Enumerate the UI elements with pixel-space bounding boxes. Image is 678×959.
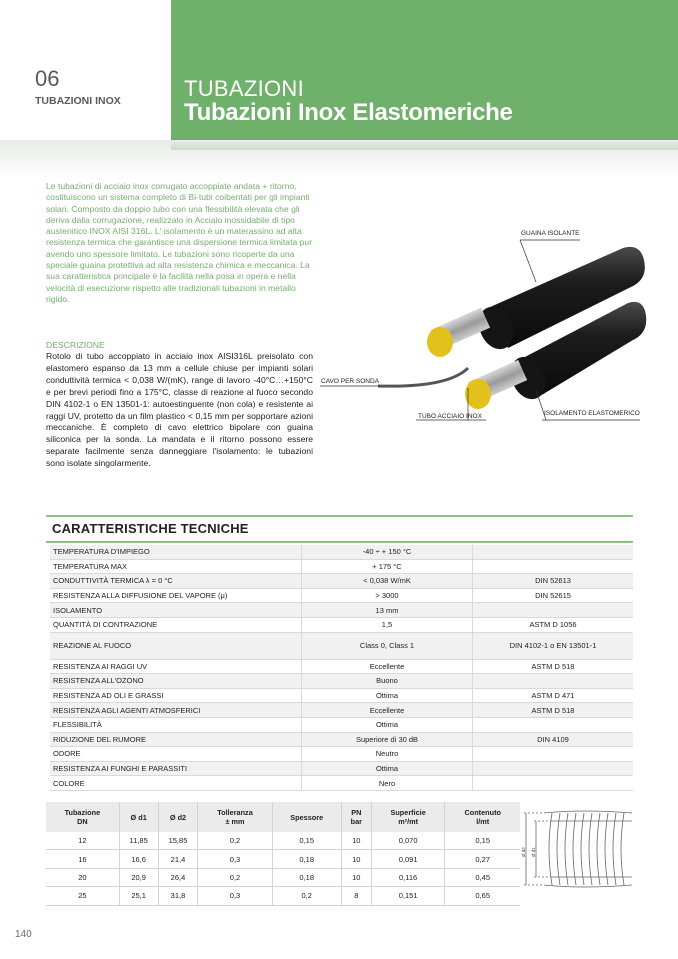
page-number: 140 bbox=[15, 929, 32, 940]
col-superficie: Superficie m²/mt bbox=[371, 802, 445, 832]
table-row: RESISTENZA ALLA DIFFUSIONE DEL VAPORE (μ) > 3000 DIN 52615 bbox=[50, 588, 633, 603]
table-row: 16 16,6 21,4 0,3 0,18 10 0,091 0,27 bbox=[46, 850, 520, 868]
description-paragraph: Rotolo di tubo accoppiato in acciaio inox AISI316L preisolato con elastomero espanso da 13 mm a cellule chiuse per impianti solari conduttività termica < 0,038 W/(mK), range di lavoro -40°C…+150°C e per brevi periodi fino a 175°C, classe di reazione al fuoco secondo DIN 4102-1 o EN 13501-1: autoestinguente (non cola) e resistente ai raggi UV, protetto da un film plastico < 0,15 mm per sopportare azioni meccaniche. È completo di cavo elettrico bipolare con guaina siliconica per la sonda. La mandata e il ritorno possono essere separate facilmente senza danneggiare l'isolamento: le tubazioni sono isolate singolarmente. bbox=[46, 351, 313, 469]
table-row: RIDUZIONE DEL RUMORE Superiore di 30 dB DIN 4109 bbox=[50, 732, 633, 747]
table-row: RESISTENZA AD OLI E GRASSI Ottima ASTM D 471 bbox=[50, 688, 633, 703]
table-row: TEMPERATURA D'IMPIEGO -40 ÷ + 150 °C bbox=[50, 545, 633, 559]
section-number: 06 bbox=[35, 66, 60, 91]
col-spessore: Spessore bbox=[272, 802, 341, 832]
col-d1: Ø d1 bbox=[119, 802, 158, 832]
upper-yellow-cap bbox=[427, 327, 453, 357]
table-row: CONDUTTIVITÀ TERMICA λ = 0 °C < 0,038 W/mK DIN 52613 bbox=[50, 574, 633, 589]
table-row: 25 25,1 31,8 0,3 0,2 8 0,151 0,65 bbox=[46, 887, 520, 905]
table-row: FLESSIBILITÀ Ottima bbox=[50, 717, 633, 732]
col-pn: PN bar bbox=[341, 802, 371, 832]
label-isolamento: ISOLAMENTO ELASTOMERICO bbox=[544, 410, 640, 417]
col-tolleranza: Tolleranza ± mm bbox=[198, 802, 272, 832]
corrugated-tube-drawing bbox=[522, 805, 634, 893]
table-row: RESISTENZA AI FUNGHI E PARASSITI Ottima bbox=[50, 761, 633, 776]
lower-yellow-cap bbox=[465, 379, 491, 409]
product-photo bbox=[318, 218, 648, 433]
table-row: QUANTITÀ DI CONTRAZIONE 1,5 ASTM D 1056 bbox=[50, 617, 633, 632]
label-d2: Ø d2 bbox=[521, 847, 526, 857]
table-row: ISOLAMENTO 13 mm bbox=[50, 603, 633, 618]
sensor-cable bbox=[378, 368, 468, 386]
header-shadow bbox=[0, 140, 678, 180]
label-tubo-acciaio: TUBO ACCIAIO INOX bbox=[418, 413, 482, 420]
description-heading: DESCRIZIONE bbox=[46, 340, 105, 350]
section-divider-bottom bbox=[46, 541, 633, 543]
table-row: REAZIONE AL FUOCO Class 0, Class 1 DIN 4102-1 o EN 13501-1 bbox=[50, 632, 633, 659]
table-row: 12 11,85 15,85 0,2 0,15 10 0,070 0,15 bbox=[46, 832, 520, 850]
tech-specs-title: CARATTERISTICHE TECNICHE bbox=[52, 521, 249, 536]
table-row: ODORE Neutro bbox=[50, 747, 633, 762]
page-category: TUBAZIONI bbox=[184, 76, 305, 101]
table-row: TEMPERATURA MAX + 175 °C bbox=[50, 559, 633, 574]
table-row: RESISTENZA AGLI AGENTI ATMOSFERICI Eccellente ASTM D 518 bbox=[50, 703, 633, 718]
intro-paragraph: Le tubazioni di acciaio inox corrugato accoppiate andata + ritorno, costituiscono un sistema completo di Bi-tubi coibentati per gli impianti solari. Composto da doppio tubo con una flessibilità elevata che gli deriva dalla corrugazione, realizzato in Acciaio inossidabile di tipo austenitico INOX AISI 316L. L' isolamento è un materassino ad alta resistenza termica che garantisce una dispersione termica limitata pur avendo uno spessore limitato. Le tubazioni sono ricoperte da una speciale guaina protettiva ad alta resistenza chimica e meccanica. La sua caratteristica principale è la facilità nella posa in opera e nella velocità di esecuzione rispetto alle tradizionali tubazioni in metallo rigido. bbox=[46, 181, 313, 304]
table-row: COLORE Nero bbox=[50, 776, 633, 791]
tech-specs-table bbox=[50, 545, 633, 791]
header-left-panel bbox=[0, 0, 171, 150]
col-contenuto: Contenuto l/mt bbox=[445, 802, 520, 832]
section-divider-top bbox=[46, 515, 633, 517]
section-name: TUBAZIONI INOX bbox=[35, 95, 121, 107]
col-d2: Ø d2 bbox=[158, 802, 198, 832]
table-row: RESISTENZA AI RAGGI UV Eccellente ASTM D 518 bbox=[50, 659, 633, 674]
page-title: Tubazioni Inox Elastomeriche bbox=[184, 99, 513, 126]
label-cavo-sonda: CAVO PER SONDA bbox=[321, 378, 380, 385]
table-row: RESISTENZA ALL'OZONO Buono bbox=[50, 674, 633, 689]
table-row: 20 20,9 26,4 0,2 0,18 10 0,116 0,45 bbox=[46, 868, 520, 886]
dimensions-table bbox=[46, 802, 520, 906]
label-guaina-isolante: GUAINA ISOLANTE bbox=[521, 230, 580, 237]
label-d1: Ø d1 bbox=[531, 847, 536, 857]
header-green-banner bbox=[171, 0, 678, 150]
col-dn: Tubazione DN bbox=[46, 802, 119, 832]
